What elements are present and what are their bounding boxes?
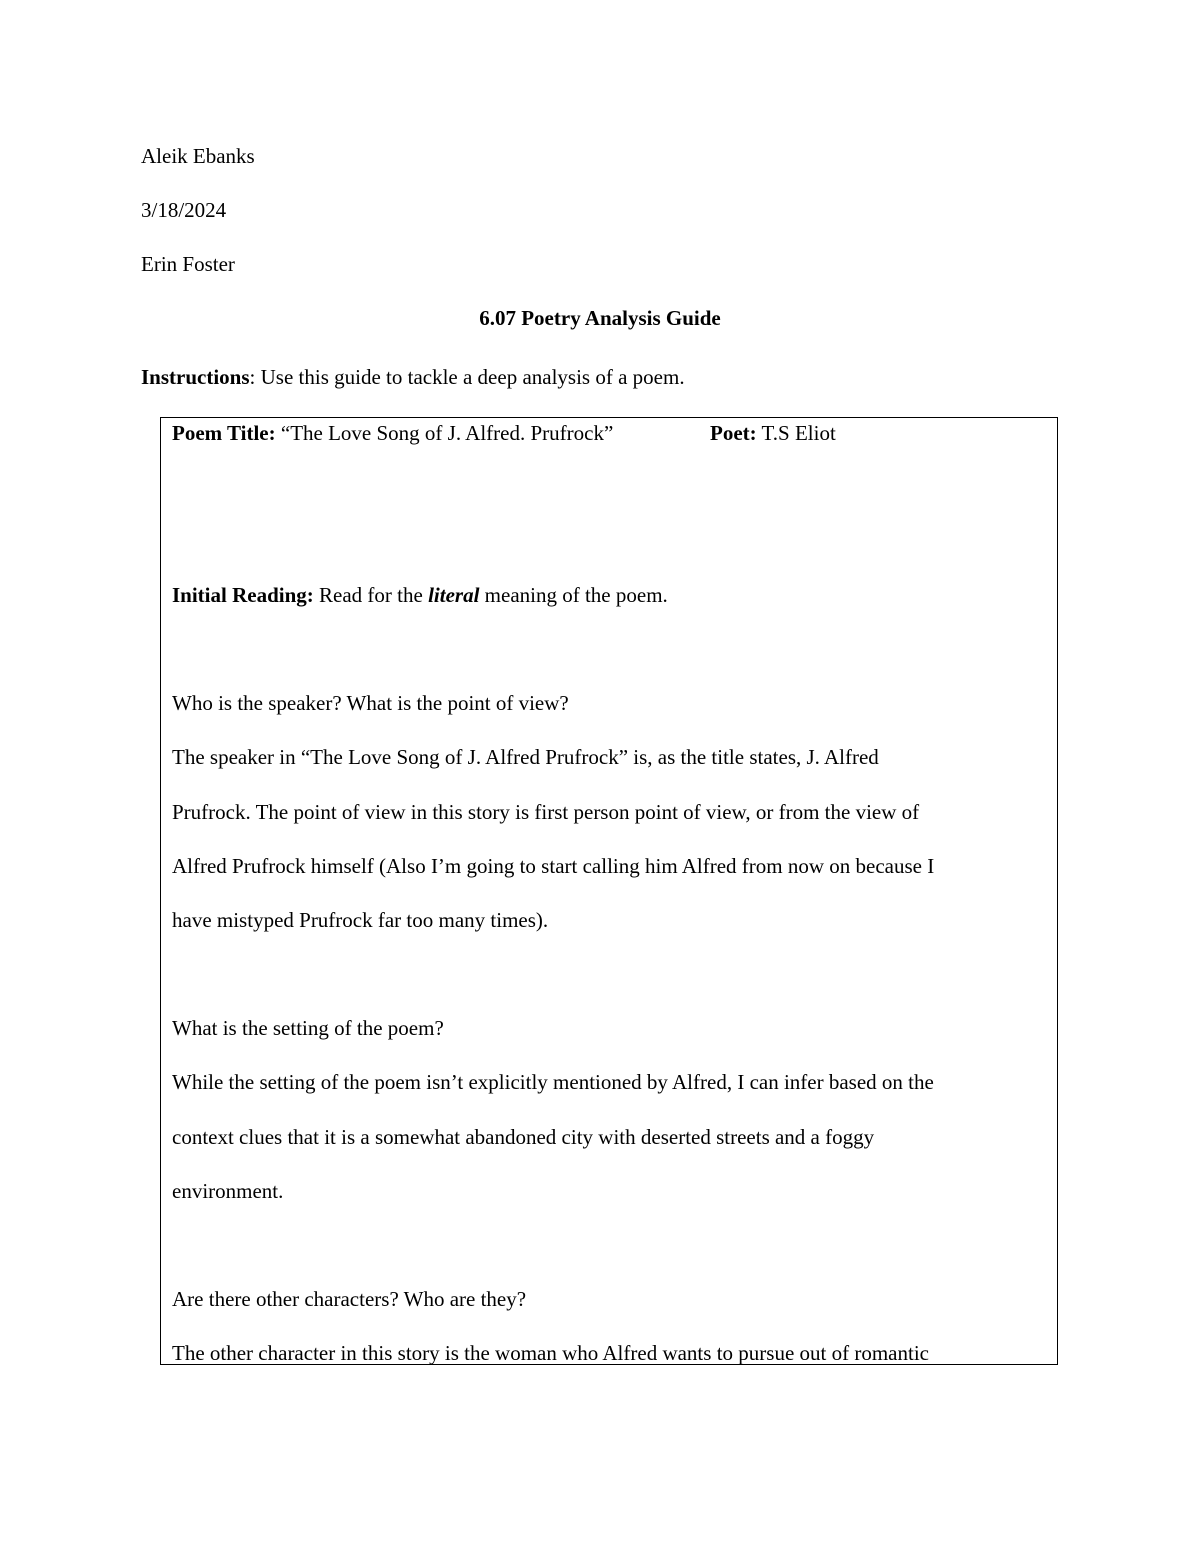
initial-reading-post: meaning of the poem. (479, 583, 668, 607)
date: 3/18/2024 (141, 198, 227, 222)
instructions (141, 367, 685, 388)
answer-line: The other character in this story is the woman who Alfred wants to pursue out of romantic (172, 1341, 929, 1365)
analysis-table (160, 417, 1058, 1365)
student-name: Aleik Ebanks (141, 144, 255, 168)
answer-line: have mistyped Prufrock far too many times). (172, 908, 549, 932)
poet-row (710, 423, 836, 444)
answer-line: environment. (172, 1179, 284, 1203)
answer-line: context clues that it is a somewhat abandoned city with deserted streets and a foggy (172, 1125, 875, 1149)
question-setting: What is the setting of the poem? (172, 1016, 444, 1040)
answer-line: The speaker in “The Love Song of J. Alfred Prufrock” is, as the title states, J. Alfred (172, 745, 879, 769)
initial-reading-emphasis: literal (428, 583, 480, 607)
poet-label: Poet: (710, 421, 757, 445)
poet-value: T.S Eliot (756, 421, 836, 445)
instructions-text: : Use this guide to tackle a deep analysis of a poem. (249, 365, 685, 389)
answer-line: While the setting of the poem isn’t explicitly mentioned by Alfred, I can infer based on the (172, 1070, 934, 1094)
instructions-label: Instructions (141, 365, 250, 389)
initial-reading-row (172, 585, 668, 606)
question-speaker: Who is the speaker? What is the point of view? (172, 691, 569, 715)
poem-title-label: Poem Title: (172, 421, 276, 445)
poem-title-row (172, 423, 613, 444)
answer-line: Alfred Prufrock himself (Also I’m going to start calling him Alfred from now on because I (172, 854, 935, 878)
document-title: 6.07 Poetry Analysis Guide (479, 306, 721, 330)
answer-line: Prufrock. The point of view in this story is first person point of view, or from the view of (172, 800, 920, 824)
initial-reading-pre: Read for the (313, 583, 429, 607)
poem-title-value: “The Love Song of J. Alfred. Prufrock” (275, 421, 614, 445)
question-characters: Are there other characters? Who are they? (172, 1287, 527, 1311)
teacher-name: Erin Foster (141, 252, 235, 276)
initial-reading-label: Initial Reading: (172, 583, 314, 607)
